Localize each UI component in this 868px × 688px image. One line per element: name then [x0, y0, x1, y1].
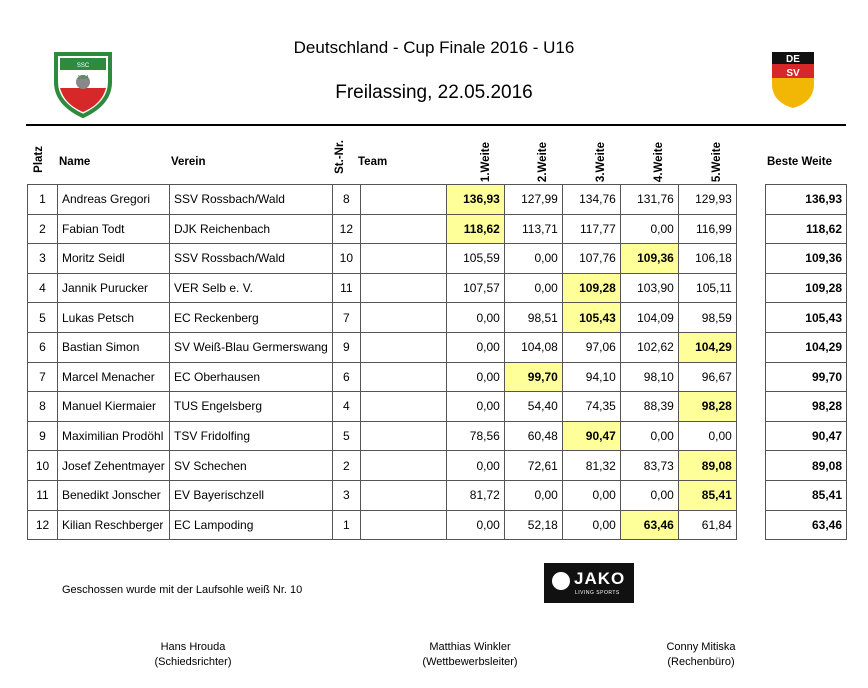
- best-distance-table: [765, 184, 847, 540]
- cell-verein: SSV Rossbach/Wald: [170, 185, 333, 215]
- table-row: [28, 332, 737, 362]
- cell-weite-2: 60,48: [504, 421, 562, 451]
- cell-weite-4: 131,76: [620, 185, 678, 215]
- cell-best-weite: 63,46: [766, 510, 847, 540]
- results-table: [27, 184, 737, 540]
- table-row: [28, 362, 737, 392]
- col-header-w5: 5.Weite: [711, 142, 723, 183]
- cell-platz: 7: [28, 362, 58, 392]
- cell-weite-4: 88,39: [620, 392, 678, 422]
- cell-startnummer: 4: [332, 392, 360, 422]
- signature-referee: [133, 640, 253, 670]
- cell-platz: 2: [28, 214, 58, 244]
- cell-weite-2: 104,08: [504, 332, 562, 362]
- table-row: [28, 451, 737, 481]
- cell-best-weite: 109,36: [766, 244, 847, 274]
- cell-verein: EC Reckenberg: [170, 303, 333, 333]
- best-row: [766, 451, 847, 481]
- cell-verein: SV Schechen: [170, 451, 333, 481]
- cell-weite-4: 0,00: [620, 421, 678, 451]
- cell-weite-5: 96,67: [678, 362, 736, 392]
- cell-team: [360, 362, 446, 392]
- cell-platz: 1: [28, 185, 58, 215]
- cell-best-weite: 109,28: [766, 273, 847, 303]
- cell-weite-4: 103,90: [620, 273, 678, 303]
- header-divider: [26, 124, 846, 126]
- event-subtitle: Freilassing, 22.05.2016: [335, 82, 533, 103]
- col-header-w3: 3.Weite: [595, 142, 607, 183]
- cell-weite-1: 81,72: [446, 480, 504, 510]
- cell-weite-2: 98,51: [504, 303, 562, 333]
- cell-best-weite: 99,70: [766, 362, 847, 392]
- table-row: [28, 510, 737, 540]
- cell-weite-4: 109,36: [620, 244, 678, 274]
- col-header-team: Team: [358, 156, 388, 168]
- signature-competition-leader: [405, 640, 535, 670]
- sponsor-tagline: LIVING SPORTS: [575, 590, 620, 596]
- cell-weite-4: 63,46: [620, 510, 678, 540]
- cell-team: [360, 185, 446, 215]
- cell-best-weite: 85,41: [766, 480, 847, 510]
- table-row: [28, 392, 737, 422]
- cell-name: Josef Zehentmayer: [58, 451, 170, 481]
- cell-name: Fabian Todt: [58, 214, 170, 244]
- cell-weite-5: 98,59: [678, 303, 736, 333]
- cell-weite-1: 78,56: [446, 421, 504, 451]
- best-row: [766, 332, 847, 362]
- cell-weite-1: 0,00: [446, 510, 504, 540]
- cell-weite-2: 127,99: [504, 185, 562, 215]
- cell-weite-3: 0,00: [562, 480, 620, 510]
- cell-weite-3: 134,76: [562, 185, 620, 215]
- cell-team: [360, 332, 446, 362]
- cell-weite-1: 136,93: [446, 185, 504, 215]
- cell-weite-3: 117,77: [562, 214, 620, 244]
- cell-startnummer: 11: [332, 273, 360, 303]
- cell-team: [360, 480, 446, 510]
- cell-platz: 11: [28, 480, 58, 510]
- sponsor-name: JAKO: [574, 569, 626, 588]
- cell-weite-4: 0,00: [620, 214, 678, 244]
- cell-weite-3: 97,06: [562, 332, 620, 362]
- cell-weite-1: 107,57: [446, 273, 504, 303]
- best-row: [766, 214, 847, 244]
- cell-team: [360, 392, 446, 422]
- cell-weite-5: 0,00: [678, 421, 736, 451]
- cell-weite-1: 0,00: [446, 303, 504, 333]
- cell-platz: 6: [28, 332, 58, 362]
- cell-team: [360, 273, 446, 303]
- cell-name: Manuel Kiermaier: [58, 392, 170, 422]
- cell-verein: TUS Engelsberg: [170, 392, 333, 422]
- cell-weite-2: 99,70: [504, 362, 562, 392]
- cell-name: Bastian Simon: [58, 332, 170, 362]
- table-row: [28, 244, 737, 274]
- sponsor-logo: [544, 563, 634, 603]
- cell-best-weite: 105,43: [766, 303, 847, 333]
- cell-weite-4: 0,00: [620, 480, 678, 510]
- cell-best-weite: 89,08: [766, 451, 847, 481]
- competition-leader-name: Matthias Winkler: [429, 641, 511, 653]
- cell-best-weite: 98,28: [766, 392, 847, 422]
- cell-verein: EC Lampoding: [170, 510, 333, 540]
- cell-startnummer: 6: [332, 362, 360, 392]
- best-row: [766, 480, 847, 510]
- cell-name: Marcel Menacher: [58, 362, 170, 392]
- cell-startnummer: 7: [332, 303, 360, 333]
- table-row: [28, 480, 737, 510]
- cell-weite-3: 105,43: [562, 303, 620, 333]
- cell-team: [360, 303, 446, 333]
- cell-verein: TSV Fridolfing: [170, 421, 333, 451]
- cell-platz: 12: [28, 510, 58, 540]
- col-header-w1: 1.Weite: [480, 142, 492, 183]
- cell-weite-1: 0,00: [446, 451, 504, 481]
- cell-weite-4: 102,62: [620, 332, 678, 362]
- cell-name: Lukas Petsch: [58, 303, 170, 333]
- cell-team: [360, 421, 446, 451]
- cell-best-weite: 104,29: [766, 332, 847, 362]
- svg-text:1964: 1964: [77, 75, 89, 81]
- cell-platz: 4: [28, 273, 58, 303]
- table-row: [28, 185, 737, 215]
- cell-startnummer: 10: [332, 244, 360, 274]
- cell-startnummer: 12: [332, 214, 360, 244]
- cell-name: Andreas Gregori: [58, 185, 170, 215]
- cell-best-weite: 118,62: [766, 214, 847, 244]
- best-row: [766, 421, 847, 451]
- cell-name: Jannik Purucker: [58, 273, 170, 303]
- cell-platz: 9: [28, 421, 58, 451]
- cell-weite-5: 116,99: [678, 214, 736, 244]
- cell-startnummer: 9: [332, 332, 360, 362]
- cell-weite-3: 107,76: [562, 244, 620, 274]
- cell-verein: EV Bayerischzell: [170, 480, 333, 510]
- cell-team: [360, 510, 446, 540]
- referee-role: (Schiedsrichter): [154, 656, 232, 668]
- cell-weite-3: 109,28: [562, 273, 620, 303]
- col-header-platz: Platz: [33, 146, 45, 173]
- svg-text:SSC: SSC: [76, 63, 90, 69]
- table-row: [28, 273, 737, 303]
- best-row: [766, 244, 847, 274]
- cell-weite-3: 0,00: [562, 510, 620, 540]
- jako-emblem-icon: [552, 572, 570, 590]
- table-row: [28, 214, 737, 244]
- cell-weite-5: 129,93: [678, 185, 736, 215]
- cell-startnummer: 1: [332, 510, 360, 540]
- cell-weite-2: 0,00: [504, 273, 562, 303]
- table-row: [28, 303, 737, 333]
- best-row: [766, 510, 847, 540]
- calc-office-name: Conny Mitiska: [666, 641, 736, 653]
- cell-startnummer: 2: [332, 451, 360, 481]
- cell-startnummer: 5: [332, 421, 360, 451]
- cell-weite-4: 83,73: [620, 451, 678, 481]
- cell-weite-1: 0,00: [446, 362, 504, 392]
- cell-verein: EC Oberhausen: [170, 362, 333, 392]
- calc-office-role: (Rechenbüro): [667, 656, 735, 668]
- cell-weite-5: 89,08: [678, 451, 736, 481]
- cell-weite-1: 118,62: [446, 214, 504, 244]
- cell-weite-2: 54,40: [504, 392, 562, 422]
- cell-weite-3: 74,35: [562, 392, 620, 422]
- cell-weite-2: 52,18: [504, 510, 562, 540]
- cell-platz: 10: [28, 451, 58, 481]
- competition-leader-role: (Wettbewerbsleiter): [422, 656, 518, 668]
- cell-weite-5: 106,18: [678, 244, 736, 274]
- cell-weite-3: 94,10: [562, 362, 620, 392]
- referee-name: Hans Hrouda: [160, 641, 226, 653]
- cell-team: [360, 244, 446, 274]
- cell-verein: DJK Reichenbach: [170, 214, 333, 244]
- cell-weite-2: 113,71: [504, 214, 562, 244]
- cell-name: Maximilian Prodöhl: [58, 421, 170, 451]
- cell-name: Moritz Seidl: [58, 244, 170, 274]
- cell-name: Benedikt Jonscher: [58, 480, 170, 510]
- cell-weite-5: 98,28: [678, 392, 736, 422]
- cell-weite-4: 98,10: [620, 362, 678, 392]
- cell-startnummer: 3: [332, 480, 360, 510]
- col-header-best: Beste Weite: [767, 156, 832, 168]
- col-header-name: Name: [59, 156, 91, 168]
- cell-name: Kilian Reschberger: [58, 510, 170, 540]
- cell-verein: SV Weiß-Blau Germerswang: [170, 332, 333, 362]
- cell-weite-5: 85,41: [678, 480, 736, 510]
- cell-weite-2: 72,61: [504, 451, 562, 481]
- cell-verein: SSV Rossbach/Wald: [170, 244, 333, 274]
- cell-weite-1: 105,59: [446, 244, 504, 274]
- cell-weite-4: 104,09: [620, 303, 678, 333]
- best-row: [766, 392, 847, 422]
- cell-platz: 5: [28, 303, 58, 333]
- col-header-stnr: St.-Nr.: [334, 140, 346, 174]
- svg-text:DE: DE: [786, 54, 800, 65]
- cell-weite-3: 90,47: [562, 421, 620, 451]
- cell-weite-2: 0,00: [504, 244, 562, 274]
- col-header-w2: 2.Weite: [537, 142, 549, 183]
- footer-note: Geschossen wurde mit der Laufsohle weiß Nr. 10: [62, 584, 303, 596]
- best-row: [766, 303, 847, 333]
- table-row: [28, 421, 737, 451]
- cell-weite-1: 0,00: [446, 392, 504, 422]
- cell-startnummer: 8: [332, 185, 360, 215]
- cell-weite-5: 61,84: [678, 510, 736, 540]
- signature-calc-office: [641, 640, 761, 670]
- cell-best-weite: 136,93: [766, 185, 847, 215]
- svg-text:SV: SV: [786, 68, 800, 79]
- cell-weite-5: 104,29: [678, 332, 736, 362]
- cell-platz: 3: [28, 244, 58, 274]
- cell-weite-1: 0,00: [446, 332, 504, 362]
- cell-weite-2: 0,00: [504, 480, 562, 510]
- best-row: [766, 273, 847, 303]
- cell-verein: VER Selb e. V.: [170, 273, 333, 303]
- cell-best-weite: 90,47: [766, 421, 847, 451]
- cell-platz: 8: [28, 392, 58, 422]
- cell-team: [360, 451, 446, 481]
- best-row: [766, 362, 847, 392]
- cell-team: [360, 214, 446, 244]
- cell-weite-5: 105,11: [678, 273, 736, 303]
- page-title: Deutschland - Cup Finale 2016 - U16: [293, 38, 575, 57]
- best-row: [766, 185, 847, 215]
- col-header-verein: Verein: [171, 156, 206, 168]
- col-header-w4: 4.Weite: [653, 142, 665, 183]
- cell-weite-3: 81,32: [562, 451, 620, 481]
